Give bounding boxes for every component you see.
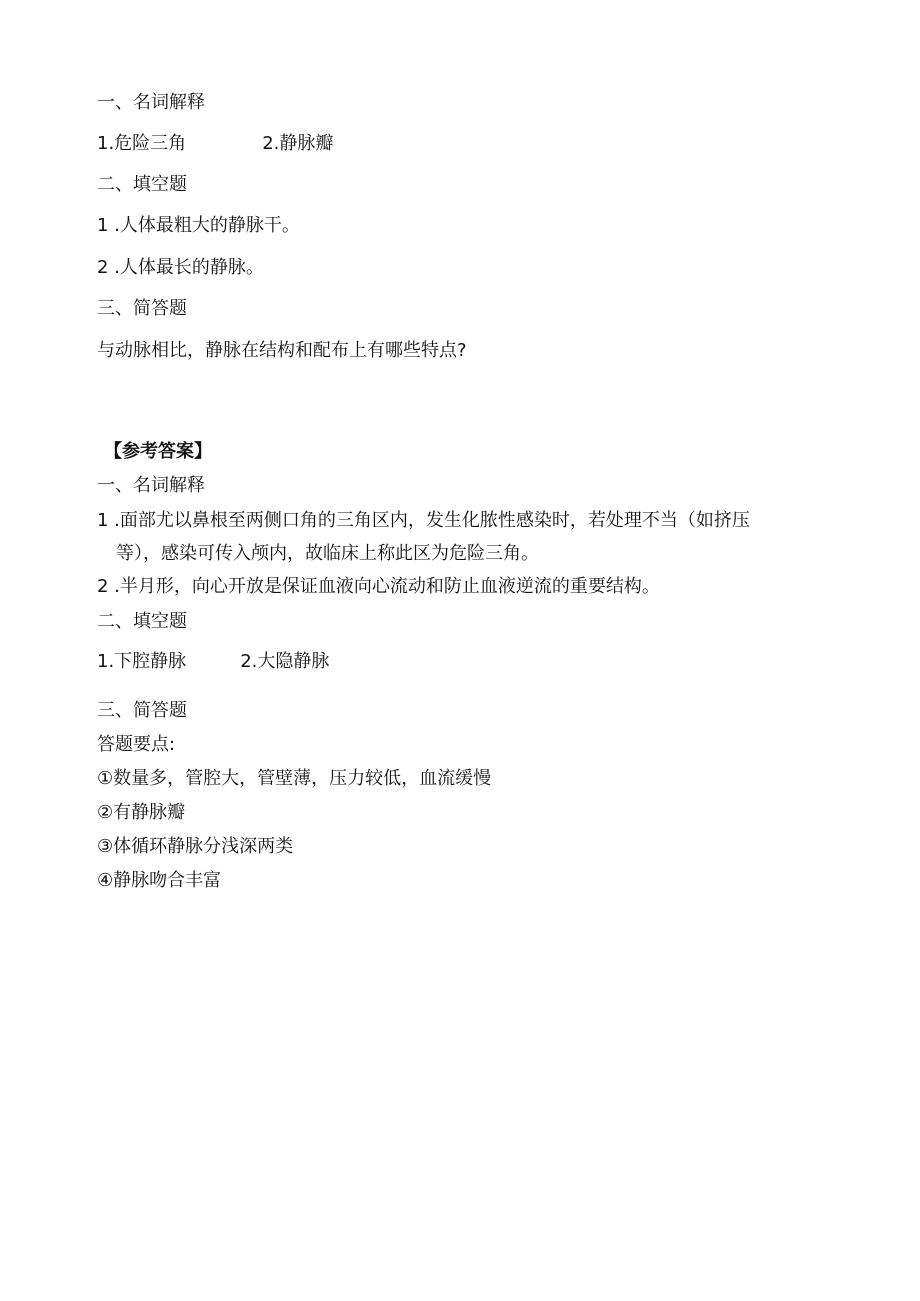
answer-item-1-line1: 1 .面部尤以鼻根至两侧口角的三角区内，发生化脓性感染时，若处理不当（如挤压 [97, 510, 750, 531]
short-answer-question: 与动脉相比，静脉在结构和配布上有哪些特点? [97, 340, 467, 361]
answer-item-1-line2: 等），感染可传入颅内，故临床上称此区为危险三角。 [116, 543, 539, 564]
section1-heading: 一、名词解释 [97, 92, 205, 113]
fill-item-2: 2 .人体最长的静脉。 [97, 257, 264, 278]
term-row [97, 132, 333, 156]
answer-points-intro: 答题要点: [97, 734, 176, 755]
answer-point: ②有静脉瓣 [97, 802, 186, 823]
fill-answer-row [97, 650, 329, 674]
fill-item-1: 1 .人体最粗大的静脉干。 [97, 215, 300, 236]
fill-answer-1: 1.下腔静脉 [97, 651, 187, 672]
answer-key-title: 【参考答案】 [104, 441, 212, 462]
answer-item-2: 2 .半月形，向心开放是保证血液向心流动和防止血液逆流的重要结构。 [97, 576, 660, 597]
term-item-1: 1.危险三角 [97, 133, 187, 154]
term-item-2: 2.静脉瓣 [262, 133, 334, 154]
section2-heading: 二、填空题 [97, 174, 187, 195]
fill-answer-2: 2.大隐静脉 [240, 651, 330, 672]
section3-heading: 三、简答题 [97, 298, 187, 319]
answer-section2-heading: 二、填空题 [97, 611, 187, 632]
answer-point: ④静脉吻合丰富 [97, 870, 222, 891]
answer-section1-heading: 一、名词解释 [97, 475, 205, 496]
answer-section3-heading: 三、简答题 [97, 700, 187, 721]
answer-point: ③体循环静脉分浅深两类 [97, 836, 294, 857]
answer-point: ①数量多，管腔大，管壁薄，压力较低，血流缓慢 [97, 768, 492, 789]
